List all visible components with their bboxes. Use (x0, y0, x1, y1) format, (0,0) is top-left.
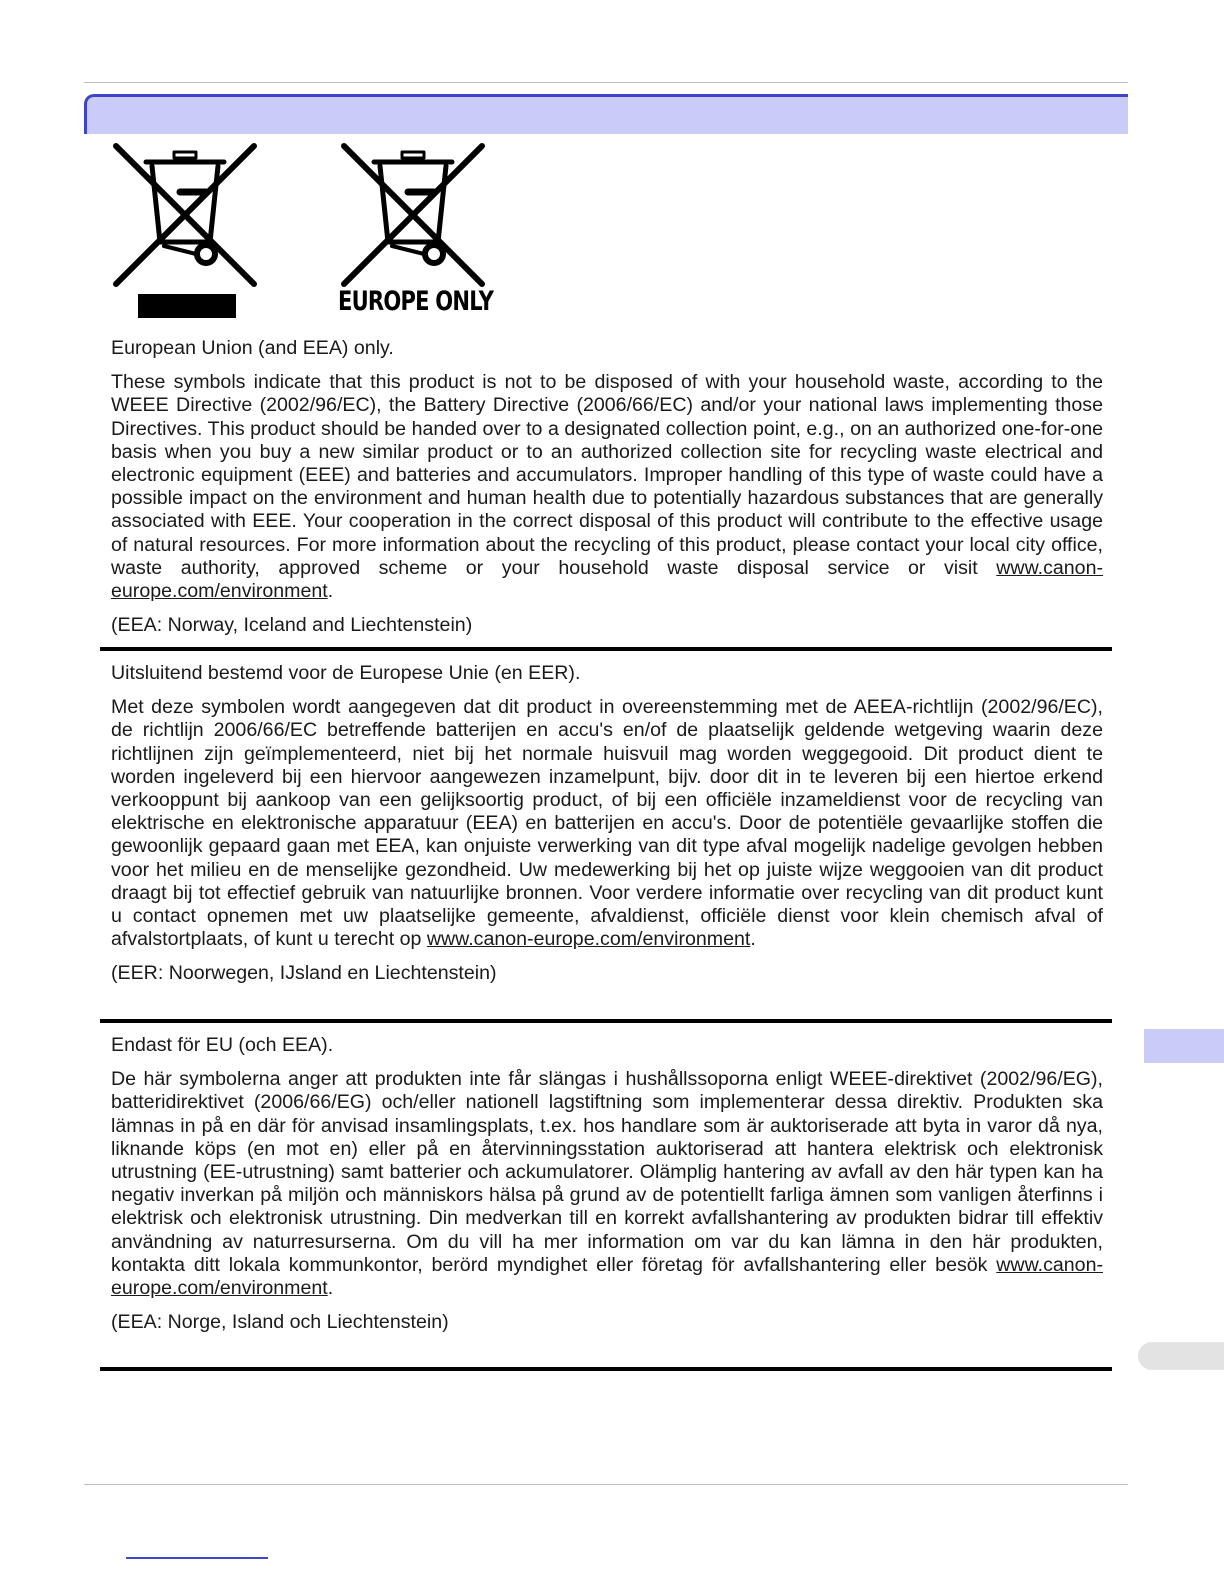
section-body: Met deze symbolen wordt aangegeven dat dit product in overeenstemming met de AEEA-richtlijn (2002/96/EC), de richtlijn 2006/66/EC betreffende batterijen en accu's en/of de plaatselijk geldende wetgeving waarin deze richtlijnen zijn geïmplementeerd, niet bij het normale huisvuil mag worden weggegooid. Dit product dient te worden ingeleverd bij een hiervoor aangewezen inzamelpunt, bijv. door dit in te leveren bij een hiertoe erkend verkooppunt bij aankoop van een gelijksoortig product, of bij een officiële inzameldienst voor de recycling van elektrische en elektronische apparatuur (EEA) en batterijen en accu's. Door de potentiële gevaarlijke stoffen die gewoonlijk gepaard gaan met EEA, kan onjuiste verwerking van dit type afval mogelijk nadelige gevolgen hebben voor het milieu en de menselijke gezondheid. Uw medewerking bij het op juiste wijze weggooien van dit product draagt bij tot effectief gebruik van natuurlijke bronnen. Voor verdere informatie over recycling van dit product kunt u contact opnemen met uw plaatselijke gemeente, afvaldienst, officiële dienst voor klein chemisch afval of afvalstortplaats, of kunt u terecht op www.canon-europe.com/environment. (111, 696, 1103, 951)
section-separator (100, 1019, 1112, 1023)
section-dutch (111, 662, 1103, 986)
footer-accent-line (126, 1557, 268, 1559)
bottom-rule (84, 1484, 1128, 1485)
section-footnote: (EEA: Norway, Iceland and Liechtenstein) (111, 614, 473, 637)
section-swedish (111, 1034, 1103, 1334)
section-separator (100, 647, 1112, 651)
section-heading: European Union (and EEA) only. (111, 337, 394, 359)
section-heading: Endast för EU (och EEA). (111, 1034, 334, 1056)
side-index-tab[interactable] (1144, 1029, 1224, 1063)
environment-link[interactable]: www.canon-europe.com/environment (111, 1253, 1103, 1300)
section-separator (100, 1367, 1112, 1371)
crossed-bin-icon (110, 142, 260, 292)
environment-link[interactable]: www.canon-europe.com/environment (111, 556, 1103, 603)
europe-only-label: EUROPE ONLY (338, 286, 494, 317)
black-bar-marker (138, 294, 236, 318)
section-body: These symbols indicate that this product is not to be disposed of with your household waste, according to the WEEE Directive (2002/96/EC), the Battery Directive (2006/66/EC) and/or your national laws implementing those Directives. This product should be handed over to a designated collection point, e.g., on an authorized one-for-one basis when you buy a new similar product or to an authorized collection site for recycling waste electrical and electronic equipment (EEE) and batteries and accumulators. Improper handling of this type of waste could have a possible impact on the environment and human health due to potentially hazardous substances that are generally associated with EEE. Your cooperation in the correct disposal of this product will contribute to the effective usage of natural resources. For more information about the recycling of this product, please contact your local city office, waste authority, approved scheme or your household waste disposal service or visit www.canon-europe.com/environment. (111, 371, 1103, 603)
section-header-bar (84, 94, 1128, 134)
section-footnote: (EEA: Norge, Island och Liechtenstein) (111, 1311, 449, 1334)
crossed-bin-icon-europe (338, 142, 488, 292)
top-rule (84, 82, 1128, 83)
section-heading: Uitsluitend bestemd voor de Europese Unie (en EER). (111, 662, 581, 684)
section-english (111, 337, 1103, 637)
environment-link[interactable]: www.canon-europe.com/environment (426, 928, 751, 951)
side-index-tab-secondary[interactable] (1138, 1342, 1224, 1370)
section-footnote: (EER: Noorwegen, IJsland en Liechtenstein) (111, 962, 497, 985)
section-body: De här symbolerna anger att produkten inte får slängas i hushållssoporna enligt WEEE-direktivet (2002/96/EG), batteridirektivet (2006/66/EG) och/eller nationell lagstiftning som implementerar dessa direktiv. Produkten ska lämnas in på en där för anvisad insamlingsplats, t.ex. hos handlare som är auktoriserade att byta in varor då nya, liknande köps (en mot en) eller på en återvinningsstation auktoriserad att hantera elektrisk och elektronisk utrustning (EE-utrustning) samt batterier och ackumulatorer. Olämplig hantering av avfall av den här typen kan ha negativ inverkan på miljön och människors hälsa på grund av de potentiellt farliga ämnen som vanligen återfinns i elektrisk och elektronisk utrustning. Din medverkan till en korrekt avfallshantering av produkten bidrar till effektiv användning av naturresurserna. Om du vill ha mer information om var du kan lämna in den här produkten, kontakta ditt lokala kommunkontor, berörd myndighet eller företag för avfallshantering eller besök www.canon-europe.com/environment. (111, 1068, 1103, 1300)
